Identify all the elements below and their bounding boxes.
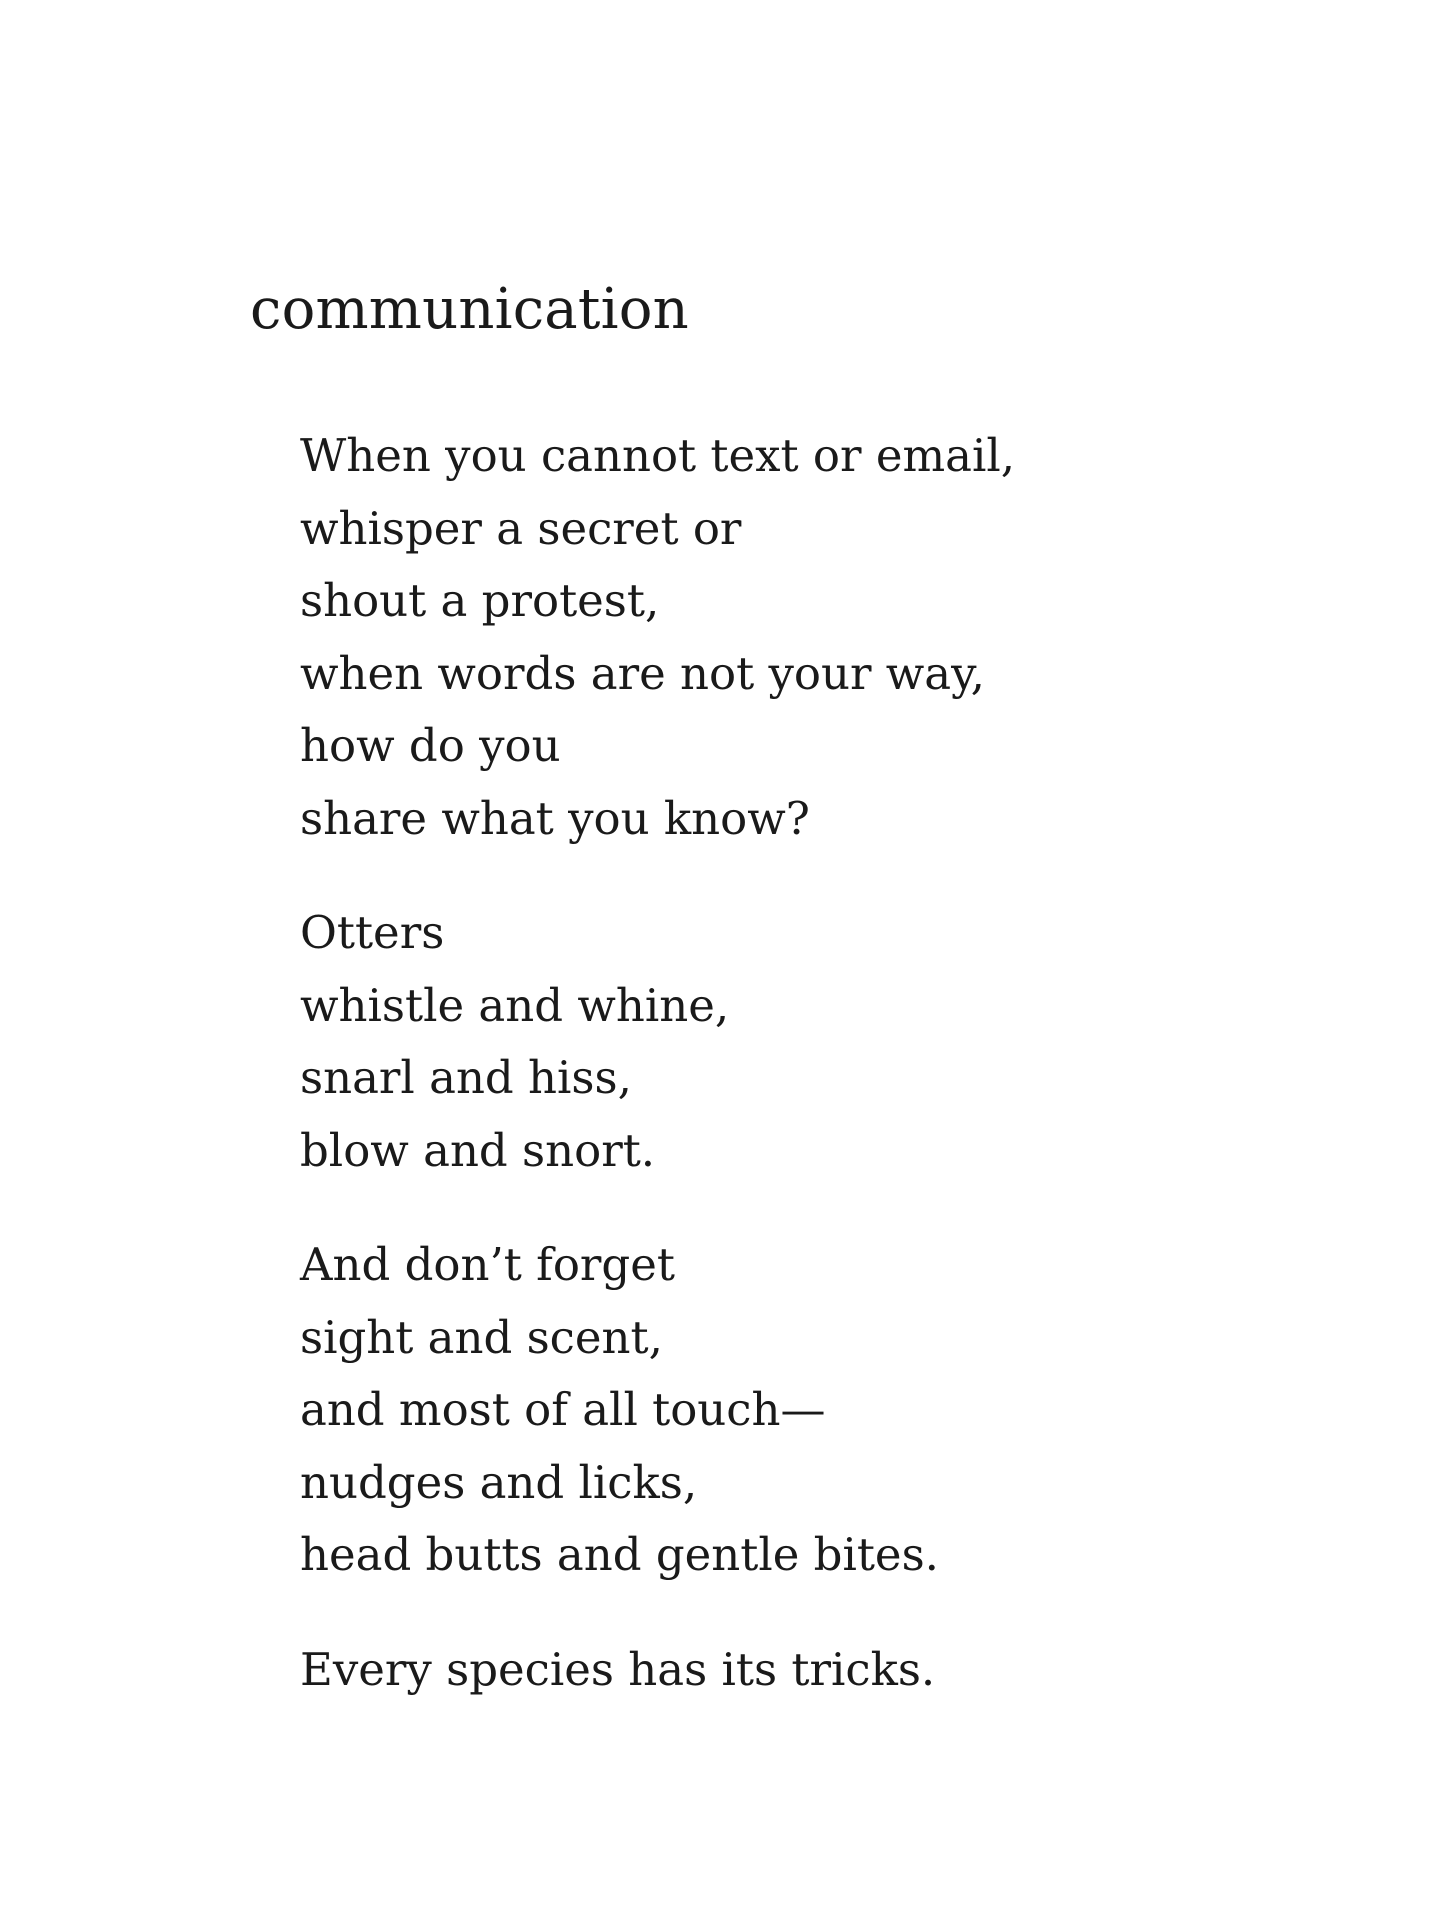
poem-line: Every species has its tricks. [300, 1642, 936, 1696]
poem-line: snarl and hiss, [300, 1051, 632, 1104]
poem-line: how do you [300, 719, 561, 772]
poem-line: when words are not your way, [300, 646, 985, 700]
stanza-3 [300, 1229, 1400, 1592]
poem-line: and most of all touch— [300, 1383, 826, 1436]
poem-line: blow and snort. [300, 1123, 656, 1177]
poem-body [300, 420, 1400, 1748]
stanza-2 [300, 897, 1400, 1187]
stanza-4 [300, 1634, 1400, 1707]
poem-title: communication [250, 277, 689, 342]
poem-line: sight and scent, [300, 1310, 663, 1364]
poem-line: head butts and gentle bites. [300, 1528, 939, 1581]
poem-line: nudges and licks, [300, 1455, 698, 1509]
poem-line: whisper a secret or [300, 501, 742, 555]
poem-line: When you cannot text or email, [300, 429, 1016, 482]
poem-line: whistle and whine, [300, 978, 730, 1032]
poem-line: And don’t forget [300, 1238, 675, 1291]
stanza-1 [300, 420, 1400, 855]
poem-line: shout a protest, [300, 574, 660, 627]
poem-line: share what you know? [300, 791, 810, 845]
poem-line: Otters [300, 906, 445, 959]
